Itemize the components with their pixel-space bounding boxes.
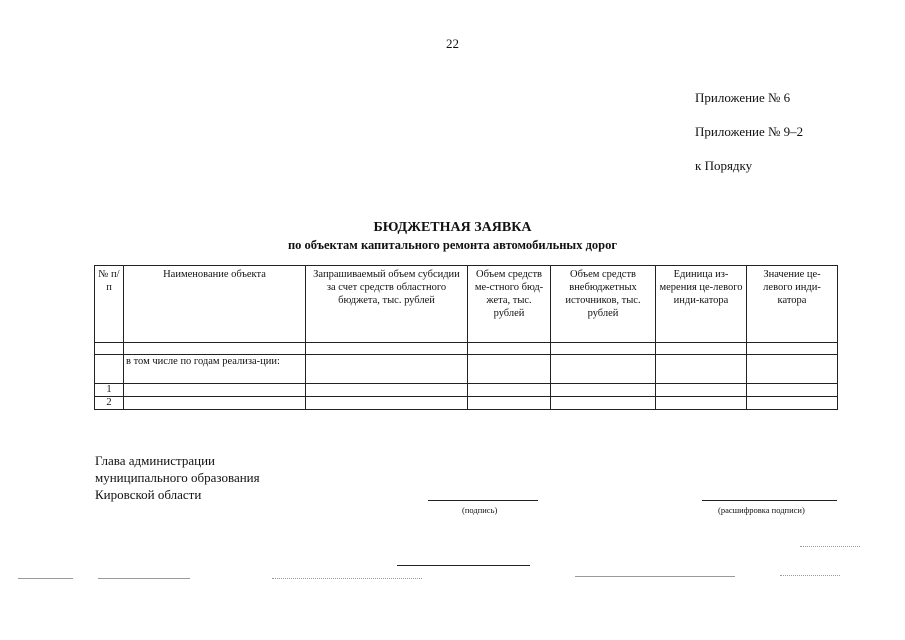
- signature-line: [428, 500, 538, 501]
- separator-line: [397, 565, 530, 566]
- appendix-line-2: Приложение № 9–2: [695, 124, 804, 139]
- scan-artifact: [18, 578, 73, 579]
- year-row-number: 2: [95, 397, 124, 410]
- header-number: № п/п: [95, 266, 124, 343]
- signature-caption: (подпись): [462, 505, 498, 515]
- table-row: [95, 355, 838, 384]
- budget-request-table: [94, 265, 838, 410]
- scan-artifact: [780, 575, 840, 576]
- header-indicator-unit: Единица из-мерения це-левого инди-катора: [656, 266, 747, 343]
- header-object-name: Наименование объекта: [124, 266, 306, 343]
- appendix-line-3: к Порядку: [695, 158, 753, 173]
- document-subtitle: по объектам капитального ремонта автомобильных дорог: [287, 238, 618, 252]
- table-row: [95, 343, 838, 355]
- sub-row-label: в том числе по годам реализа-ции:: [124, 355, 306, 384]
- table-row: [95, 397, 838, 410]
- header-extrabudgetary: Объем средств внебюджетных источников, тыс. рублей: [551, 266, 656, 343]
- signatory-line-2: муниципального образования: [95, 470, 260, 485]
- decoding-line: [702, 500, 837, 501]
- scan-artifact: [272, 578, 422, 579]
- page-number: 22: [446, 36, 459, 51]
- signatory-line-1: Глава администрации: [95, 453, 216, 468]
- year-row-number: 1: [95, 384, 124, 397]
- header-local-budget: Объем средств ме-стного бюд-жета, тыс. рублей: [468, 266, 551, 343]
- decoding-caption: (расшифровка подписи): [718, 505, 805, 515]
- header-indicator-value: Значение це-левого инди-катора: [747, 266, 838, 343]
- signatory-line-3: Кировской области: [95, 487, 202, 502]
- table-row: [95, 384, 838, 397]
- signatory-block: [95, 452, 260, 503]
- scan-artifact: [575, 576, 735, 577]
- scan-artifact: [800, 546, 860, 547]
- table-header-row: [95, 266, 838, 343]
- scan-artifact: [98, 578, 190, 579]
- document-title: БЮДЖЕТНАЯ ЗАЯВКА: [373, 220, 532, 235]
- appendix-line-1: Приложение № 6: [695, 90, 791, 105]
- header-regional-subsidy: Запрашиваемый объем субсидии за счет средств областного бюджета, тыс. рублей: [306, 266, 468, 343]
